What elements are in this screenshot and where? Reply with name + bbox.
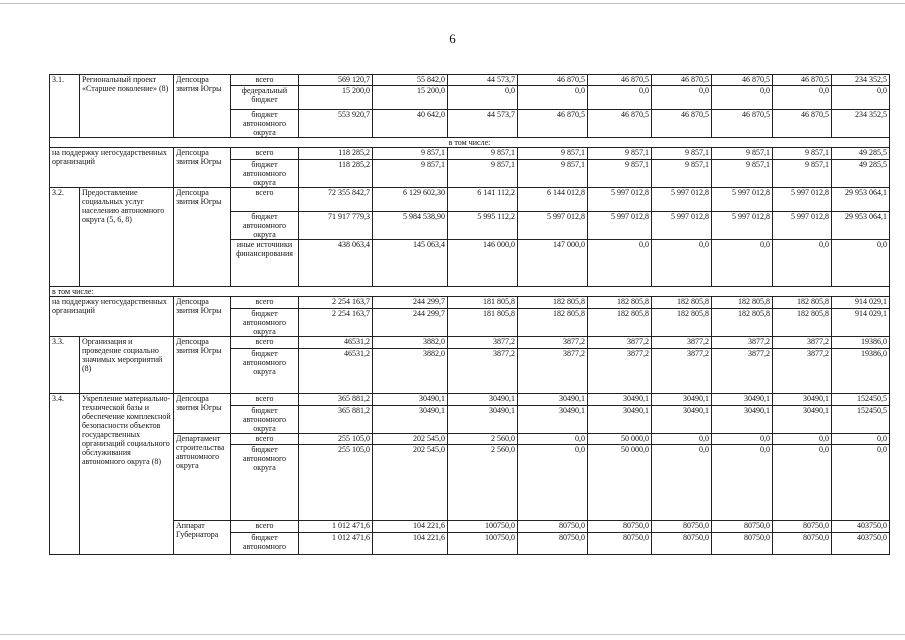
table-cell: 147 000,0 — [518, 240, 588, 287]
table-cell: 80750,0 — [712, 533, 773, 555]
table-cell: 244 299,7 — [373, 309, 448, 337]
table-cell: 30490,1 — [373, 406, 448, 434]
table-cell: 46531,2 — [299, 349, 373, 394]
table-cell: 50 000,0 — [588, 445, 652, 521]
table-cell: 9 857,1 — [588, 148, 652, 160]
table-cell: 5 984 538,90 — [373, 212, 448, 240]
table-cell: Депсоцра звития Югры — [174, 148, 231, 188]
table-cell: 9 857,1 — [518, 160, 588, 188]
table-cell: 182 805,8 — [588, 297, 652, 309]
table-cell: 46 870,5 — [518, 75, 588, 86]
table-cell: Департамент строительства автономного округа — [174, 434, 231, 521]
table-cell: 46 870,5 — [652, 75, 712, 86]
table-cell: 80750,0 — [652, 521, 712, 533]
table-cell: 202 545,0 — [373, 445, 448, 521]
table-cell: 553 920,7 — [299, 110, 373, 138]
table-cell: 30490,1 — [518, 406, 588, 434]
table-cell: 152450,5 — [832, 406, 890, 434]
table-cell: 0,0 — [773, 86, 832, 110]
table-cell: всего — [231, 394, 299, 406]
table-cell: 1 012 471,6 — [299, 533, 373, 555]
table-cell: 0,0 — [448, 86, 518, 110]
table-cell: 3877,2 — [652, 337, 712, 349]
table-cell: 9 857,1 — [712, 148, 773, 160]
table-cell: 49 285,5 — [832, 148, 890, 160]
table-cell: 9 857,1 — [773, 148, 832, 160]
table-cell: в том числе: — [50, 287, 890, 297]
table-cell: 3.4. — [50, 394, 80, 555]
table-cell: 5 995 112,2 — [448, 212, 518, 240]
table-cell: бюджет автономного округа — [231, 349, 299, 394]
table-cell: 0,0 — [712, 445, 773, 521]
table-cell: 118 285,2 — [299, 160, 373, 188]
table-cell: 182 805,8 — [712, 309, 773, 337]
table-cell: 5 997 012,8 — [588, 188, 652, 212]
table-cell: 9 857,1 — [652, 148, 712, 160]
table-cell: 6 144 012,8 — [518, 188, 588, 212]
table-cell: 3877,2 — [518, 349, 588, 394]
table-cell: 181 805,8 — [448, 309, 518, 337]
table-cell: 80750,0 — [773, 521, 832, 533]
table-cell: 181 805,8 — [448, 297, 518, 309]
table-cell: 3.2. — [50, 188, 80, 287]
table-cell: 0,0 — [832, 86, 890, 110]
table-cell: всего — [231, 148, 299, 160]
table-cell: 0,0 — [652, 445, 712, 521]
table-cell: Депсоцра звития Югры — [174, 394, 231, 434]
table-cell: 29 953 064,1 — [832, 212, 890, 240]
table-cell: 3.1. — [50, 75, 80, 138]
table-cell: 0,0 — [773, 240, 832, 287]
page-number: 6 — [449, 31, 456, 46]
table-body — [50, 75, 890, 555]
table-cell: бюджет автономного округа — [231, 309, 299, 337]
table-cell: 6 129 602,30 — [373, 188, 448, 212]
table-cell: 19386,0 — [832, 337, 890, 349]
table-cell: 9 857,1 — [448, 148, 518, 160]
table-cell: 80750,0 — [588, 533, 652, 555]
table-cell: 146 000,0 — [448, 240, 518, 287]
table-cell: 15 200,0 — [299, 86, 373, 110]
table-cell: 3882,0 — [373, 349, 448, 394]
table-cell: бюджет автономного — [231, 533, 299, 555]
table-cell: 182 805,8 — [712, 297, 773, 309]
table-cell: 0,0 — [588, 86, 652, 110]
table-cell: 3877,2 — [518, 337, 588, 349]
table-cell: 5 997 012,8 — [712, 212, 773, 240]
table-cell: 0,0 — [832, 240, 890, 287]
table-cell: на поддержку негосударственных организаций — [50, 297, 174, 337]
table-cell: 15 200,0 — [373, 86, 448, 110]
table-cell: 30490,1 — [588, 406, 652, 434]
table-cell: 403750,0 — [832, 521, 890, 533]
table-cell: 438 063,4 — [299, 240, 373, 287]
table-cell: 46531,2 — [299, 337, 373, 349]
table-cell: 569 120,7 — [299, 75, 373, 86]
table-cell: 365 881,2 — [299, 394, 373, 406]
table-cell: 914 029,1 — [832, 309, 890, 337]
table-cell: 0,0 — [518, 434, 588, 445]
table-cell: 40 642,0 — [373, 110, 448, 138]
table-cell: на поддержку негосударственных организаций — [50, 148, 174, 188]
table-cell: 0,0 — [652, 434, 712, 445]
table-cell: 365 881,2 — [299, 406, 373, 434]
table-cell: 403750,0 — [832, 533, 890, 555]
scan-top-border — [0, 3, 905, 4]
table-row — [50, 188, 890, 212]
table-cell: 9 857,1 — [373, 160, 448, 188]
table-cell: 3.3. — [50, 337, 80, 394]
table-cell: 80750,0 — [588, 521, 652, 533]
table-cell: 30490,1 — [448, 406, 518, 434]
table-cell: 182 805,8 — [518, 309, 588, 337]
table-cell: 9 857,1 — [773, 160, 832, 188]
table-row — [50, 287, 890, 297]
table-cell: 30490,1 — [712, 394, 773, 406]
table-cell: 3877,2 — [773, 349, 832, 394]
table-cell: 9 857,1 — [448, 160, 518, 188]
table-cell: 3882,0 — [373, 337, 448, 349]
table-cell: 71 917 779,3 — [299, 212, 373, 240]
table-cell: 2 560,0 — [448, 434, 518, 445]
table-cell: 9 857,1 — [518, 148, 588, 160]
table-cell: всего — [231, 188, 299, 212]
table-cell: федеральный бюджет — [231, 86, 299, 110]
table-cell: 3877,2 — [712, 337, 773, 349]
table-cell: 0,0 — [712, 86, 773, 110]
table-cell: 5 997 012,8 — [518, 212, 588, 240]
table-cell: 80750,0 — [712, 521, 773, 533]
table-cell: 30490,1 — [652, 394, 712, 406]
table-cell: 234 352,5 — [832, 75, 890, 86]
scan-bottom-border — [0, 634, 905, 635]
table-cell: 80750,0 — [518, 533, 588, 555]
table-cell: 104 221,6 — [373, 521, 448, 533]
table-cell: 72 355 842,7 — [299, 188, 373, 212]
table-cell: всего — [231, 75, 299, 86]
table-cell: 0,0 — [832, 434, 890, 445]
table-cell: Региональный проект «Старшее поколение» (8) — [80, 75, 174, 138]
table-cell: 914 029,1 — [832, 297, 890, 309]
table-cell: 46 870,5 — [773, 110, 832, 138]
table-cell: 3877,2 — [652, 349, 712, 394]
table-cell: 5 997 012,8 — [652, 212, 712, 240]
table-cell: 244 299,7 — [373, 297, 448, 309]
table-cell: Депсоцра звития Югры — [174, 75, 231, 138]
table-cell: 1 012 471,6 — [299, 521, 373, 533]
table-cell: 46 870,5 — [518, 110, 588, 138]
table-cell: 30490,1 — [652, 406, 712, 434]
table-cell: Депсоцра звития Югры — [174, 337, 231, 394]
table-row — [50, 521, 890, 533]
table-cell: 0,0 — [652, 86, 712, 110]
table-cell: 202 545,0 — [373, 434, 448, 445]
table-cell: 2 254 163,7 — [299, 309, 373, 337]
table-cell: 100750,0 — [448, 533, 518, 555]
table-cell: 46 870,5 — [588, 75, 652, 86]
table-cell: Укрепление материально-технической базы и обеспечение комплексной безопасности объектов государственных организаций социального обслуживания автономного округа (8) — [80, 394, 174, 555]
table-cell: 182 805,8 — [773, 297, 832, 309]
table-cell: 0,0 — [712, 240, 773, 287]
table-cell: 0,0 — [712, 434, 773, 445]
table-cell: 30490,1 — [588, 394, 652, 406]
table-row — [50, 297, 890, 309]
table-cell: 49 285,5 — [832, 160, 890, 188]
table-cell: 80750,0 — [652, 533, 712, 555]
table-cell: 46 870,5 — [773, 75, 832, 86]
table-cell: 5 997 012,8 — [773, 212, 832, 240]
table-row — [50, 138, 890, 148]
table-cell: 5 997 012,8 — [588, 212, 652, 240]
table-cell: 5 997 012,8 — [652, 188, 712, 212]
table-cell: 50 000,0 — [588, 434, 652, 445]
table-cell: 44 573,7 — [448, 75, 518, 86]
table-row — [50, 148, 890, 160]
program-funding-table — [49, 74, 890, 555]
table-row — [50, 75, 890, 86]
table-cell: 5 997 012,8 — [712, 188, 773, 212]
table-cell: Депсоцра звития Югры — [174, 188, 231, 287]
table-row — [50, 337, 890, 349]
table-cell: 3877,2 — [588, 337, 652, 349]
table-cell: 46 870,5 — [588, 110, 652, 138]
table-cell: 3877,2 — [712, 349, 773, 394]
table-cell: 3877,2 — [448, 337, 518, 349]
table-cell: бюджет автономного округа — [231, 445, 299, 521]
table-cell: 182 805,8 — [588, 309, 652, 337]
table-cell: Предоставление социальных услуг населению автономного округа (5, 6, 8) — [80, 188, 174, 287]
table-cell: 46 870,5 — [712, 110, 773, 138]
table-cell: 0,0 — [652, 240, 712, 287]
table-cell: 145 063,4 — [373, 240, 448, 287]
table-cell: 9 857,1 — [652, 160, 712, 188]
table-cell: 0,0 — [518, 445, 588, 521]
table-cell: 80750,0 — [773, 533, 832, 555]
table-cell: 0,0 — [588, 240, 652, 287]
table-cell: 100750,0 — [448, 521, 518, 533]
table-cell: всего — [231, 521, 299, 533]
table-cell: 182 805,8 — [773, 309, 832, 337]
table-cell: 30490,1 — [448, 394, 518, 406]
table-cell: 30490,1 — [373, 394, 448, 406]
table-cell: 46 870,5 — [652, 110, 712, 138]
table-cell: 55 842,0 — [373, 75, 448, 86]
table-cell: бюджет автономного округа — [231, 406, 299, 434]
table-cell: всего — [231, 434, 299, 445]
table-cell: 2 560,0 — [448, 445, 518, 521]
table-cell: 19386,0 — [832, 349, 890, 394]
table-cell: 118 285,2 — [299, 148, 373, 160]
table-cell: 234 352,5 — [832, 110, 890, 138]
table-cell: 255 105,0 — [299, 445, 373, 521]
table-cell: 182 805,8 — [652, 309, 712, 337]
table-cell: 30490,1 — [773, 394, 832, 406]
table-cell: 3877,2 — [448, 349, 518, 394]
table-cell: 0,0 — [518, 86, 588, 110]
table-cell: 182 805,8 — [518, 297, 588, 309]
table-cell: 3877,2 — [588, 349, 652, 394]
table-cell: 2 254 163,7 — [299, 297, 373, 309]
table-cell: 5 997 012,8 — [773, 188, 832, 212]
table-cell: 30490,1 — [712, 406, 773, 434]
table-cell: 9 857,1 — [373, 148, 448, 160]
table-cell: 46 870,5 — [712, 75, 773, 86]
table-cell: иные источники финансирования — [231, 240, 299, 287]
table-cell: всего — [231, 297, 299, 309]
table-cell: 255 105,0 — [299, 434, 373, 445]
table-cell: 152450,5 — [832, 394, 890, 406]
table-row — [50, 434, 890, 445]
table-cell: бюджет автономного округа — [231, 110, 299, 138]
table-row — [50, 394, 890, 406]
table-cell: бюджет автономного округа — [231, 212, 299, 240]
table-cell: 0,0 — [832, 445, 890, 521]
table-cell: 30490,1 — [773, 406, 832, 434]
table-cell: Организация и проведение социально значимых мероприятий (8) — [80, 337, 174, 394]
table-cell: 29 953 064,1 — [832, 188, 890, 212]
table-cell: 182 805,8 — [652, 297, 712, 309]
table-cell: 30490,1 — [518, 394, 588, 406]
table-cell: 9 857,1 — [712, 160, 773, 188]
table-cell: 0,0 — [773, 445, 832, 521]
table-cell: в том числе: — [50, 138, 890, 148]
table-cell: Депсоцра звития Югры — [174, 297, 231, 337]
table-cell: 6 141 112,2 — [448, 188, 518, 212]
table-cell: Аппарат Губернатора — [174, 521, 231, 555]
table-cell: 3877,2 — [773, 337, 832, 349]
table-cell: 0,0 — [773, 434, 832, 445]
table-cell: 104 221,6 — [373, 533, 448, 555]
table-cell: 44 573,7 — [448, 110, 518, 138]
table-cell: всего — [231, 337, 299, 349]
table-cell: 9 857,1 — [588, 160, 652, 188]
table-cell: 80750,0 — [518, 521, 588, 533]
table-cell: бюджет автономного округа — [231, 160, 299, 188]
